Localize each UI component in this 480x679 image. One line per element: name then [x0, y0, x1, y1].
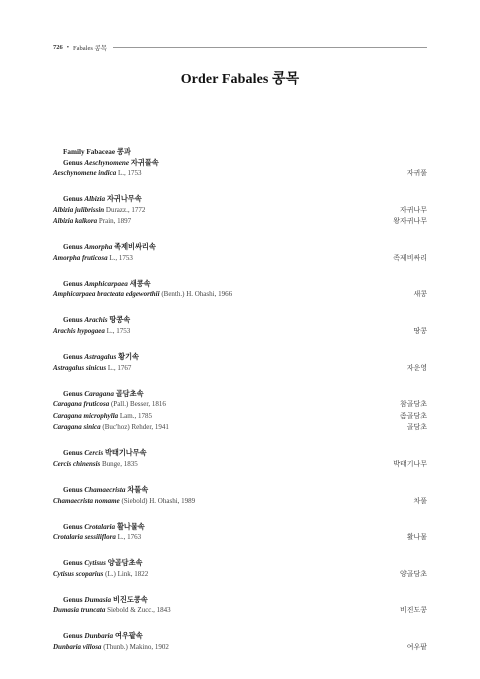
genus-label: Genus [63, 316, 85, 325]
genus-korean: 여우팥속 [113, 632, 143, 641]
species-author: Lam., 1785 [118, 411, 152, 420]
species-author: Bunge, 1835 [100, 459, 138, 468]
group-spacer [53, 264, 427, 279]
genus-name: Dunbaria [84, 632, 114, 641]
genus-korean: 차풀속 [125, 486, 149, 495]
species-row [53, 605, 427, 617]
genus-name: Amorpha [84, 243, 113, 252]
genus-korean: 족제비싸리속 [112, 243, 156, 252]
genus-korean: 자귀풀속 [129, 158, 159, 167]
species-row [53, 496, 427, 508]
species-name [53, 363, 131, 375]
family-heading [53, 147, 427, 158]
scientific-name: Dunbaria villosa [53, 642, 102, 651]
korean-name: 양골담초 [399, 569, 427, 578]
header-separator: • [66, 43, 70, 51]
species-name [53, 569, 148, 581]
species-row [53, 459, 427, 471]
korean-name: 좀골담초 [399, 411, 427, 420]
group-spacer [53, 544, 427, 559]
group-spacer [53, 301, 427, 316]
genus-label: Genus [63, 243, 85, 252]
species-name [53, 205, 145, 217]
korean-name: 땅콩 [413, 326, 427, 335]
genus-name: Dumasia [84, 595, 112, 604]
genus-heading [53, 194, 427, 205]
species-name [53, 289, 232, 301]
species-author: (Thunb.) Makino, 1902 [101, 642, 169, 651]
genus-heading [53, 279, 427, 290]
genus-label: Genus [63, 195, 85, 204]
genus-heading [53, 352, 427, 363]
scientific-name: Cytisus scoparius [53, 569, 104, 578]
korean-name: 여우팥 [406, 642, 427, 651]
species-author: (L.) Link, 1822 [103, 569, 149, 578]
scientific-name: Albizia kalkora [53, 217, 98, 226]
species-name [53, 216, 131, 228]
genus-heading [53, 315, 427, 326]
species-author: (Benth.) H. Ohashi, 1966 [159, 290, 233, 299]
genus-name: Chamaecrista [84, 486, 126, 495]
species-author: L., 1753 [104, 326, 131, 335]
species-author: L., 1753 [107, 253, 133, 262]
korean-name: 족제비싸리 [393, 253, 427, 262]
genus-heading [53, 158, 427, 169]
korean-name: 비진도콩 [399, 606, 427, 615]
genus-label: Genus [63, 595, 85, 604]
species-name [53, 326, 130, 338]
species-author: L., 1763 [115, 533, 142, 542]
species-author: (Pall.) Besser, 1816 [109, 400, 166, 409]
genus-korean: 활나물속 [115, 522, 145, 531]
group-spacer [53, 507, 427, 522]
genus-korean: 새콩속 [127, 279, 151, 288]
korean-name: 박태기나무 [393, 459, 427, 468]
scientific-name: Chamaecrista nomame [53, 496, 120, 505]
genus-name: Caragana [84, 389, 114, 398]
page-number: 726 [53, 43, 63, 51]
genus-label: Genus [63, 158, 85, 167]
species-row [53, 532, 427, 544]
scientific-name: Astragalus sinicus [53, 363, 107, 372]
scientific-name: Dumasia truncata [53, 606, 106, 615]
group-spacer [53, 617, 427, 632]
genus-heading [53, 389, 427, 400]
genus-korean: 자귀나무속 [105, 195, 142, 204]
genus-name: Cytisus [84, 559, 106, 568]
species-row [53, 411, 427, 423]
group-spacer [53, 374, 427, 389]
korean-name: 차풀 [413, 496, 427, 505]
genus-label: Genus [63, 632, 85, 641]
species-author: L., 1753 [116, 169, 142, 177]
genus-name: Cercis [84, 449, 104, 458]
scientific-name: Amphicarpaea bracteata edgeworthii [53, 290, 160, 299]
group-spacer [53, 338, 427, 353]
species-name [53, 532, 141, 544]
species-author: L., 1767 [106, 363, 132, 372]
genus-label: Genus [63, 279, 85, 288]
species-author: (Siebold) H. Ohashi, 1989 [119, 496, 196, 505]
family-korean: 콩과 [116, 148, 131, 156]
species-name [53, 168, 141, 180]
genus-heading [53, 448, 427, 459]
species-row [53, 642, 427, 654]
scientific-name: Albizia julibrissin [53, 205, 105, 214]
scientific-name: Crotalaria sessiliflora [53, 533, 116, 542]
species-name [53, 496, 195, 508]
scientific-name: Cercis chinensis [53, 459, 101, 468]
genus-name: Albizia [84, 195, 106, 204]
species-row [53, 253, 427, 265]
korean-name: 참골담초 [399, 400, 427, 409]
genus-heading [53, 558, 427, 569]
group-spacer [53, 434, 427, 449]
species-row [53, 363, 427, 375]
header-rule [113, 47, 427, 48]
genus-heading [53, 242, 427, 253]
scientific-name: Caragana sinica [53, 423, 101, 432]
species-name [53, 399, 166, 411]
genus-label: Genus [63, 522, 85, 531]
genus-korean: 양골담초속 [105, 559, 143, 568]
genus-korean: 황기속 [116, 353, 139, 362]
genus-name: Amphicarpaea [84, 279, 128, 288]
species-name [53, 411, 152, 423]
species-author: Siebold & Zucc., 1843 [105, 606, 171, 615]
genus-label: Genus [63, 449, 85, 458]
species-row [53, 422, 427, 434]
group-spacer [53, 228, 427, 243]
species-name [53, 253, 133, 265]
genus-name: Aeschynomene [84, 158, 130, 167]
species-name [53, 642, 169, 654]
species-row [53, 216, 427, 228]
species-author: Prain, 1897 [97, 217, 132, 226]
genus-heading [53, 631, 427, 642]
page-title: Order Fabales 콩목 [180, 72, 300, 87]
species-row [53, 168, 427, 180]
korean-name: 활나물 [406, 533, 427, 542]
running-header [53, 40, 427, 54]
genus-name: Astragalus [84, 353, 117, 362]
group-spacer [53, 180, 427, 195]
genus-label: Genus [63, 353, 85, 362]
genus-name: Arachis [84, 316, 108, 325]
group-spacer [53, 580, 427, 595]
scientific-name: Caragana fruticosa [53, 400, 110, 409]
group-spacer [53, 471, 427, 486]
genus-korean: 비진도콩속 [111, 595, 148, 604]
genus-name: Crotalaria [84, 522, 116, 531]
species-author: Durazz., 1772 [104, 205, 146, 214]
genus-label: Genus [63, 486, 85, 495]
section-name: Fabales 콩목 [73, 44, 108, 52]
genus-korean: 골담초속 [113, 389, 144, 398]
genus-heading [53, 595, 427, 606]
species-author: (Buc'hoz) Rehder, 1941 [100, 423, 169, 432]
scientific-name: Aeschynomene indica [53, 169, 117, 177]
genus-korean: 박태기나무속 [103, 449, 147, 458]
species-name [53, 459, 138, 471]
korean-name: 새콩 [413, 290, 427, 299]
family-label: Family Fabaceae [63, 148, 116, 156]
korean-name: 자귀나무 [399, 205, 427, 214]
scientific-name: Amorpha fruticosa [53, 253, 108, 262]
species-row [53, 205, 427, 217]
genus-label: Genus [63, 559, 85, 568]
taxonomy-list [53, 147, 427, 654]
korean-name: 자운영 [406, 363, 427, 372]
korean-name: 자귀풀 [406, 169, 427, 177]
genus-label: Genus [63, 389, 85, 398]
genus-heading [53, 485, 427, 496]
species-name [53, 422, 169, 434]
genus-korean: 땅콩속 [107, 316, 131, 325]
species-row [53, 399, 427, 411]
species-row [53, 326, 427, 338]
species-row [53, 569, 427, 581]
scientific-name: Caragana microphylla [53, 411, 119, 420]
species-row [53, 289, 427, 301]
species-name [53, 605, 171, 617]
scientific-name: Arachis hypogaea [53, 326, 105, 335]
korean-name: 골담초 [406, 423, 427, 432]
korean-name: 왕자귀나무 [393, 217, 427, 226]
genus-heading [53, 522, 427, 533]
